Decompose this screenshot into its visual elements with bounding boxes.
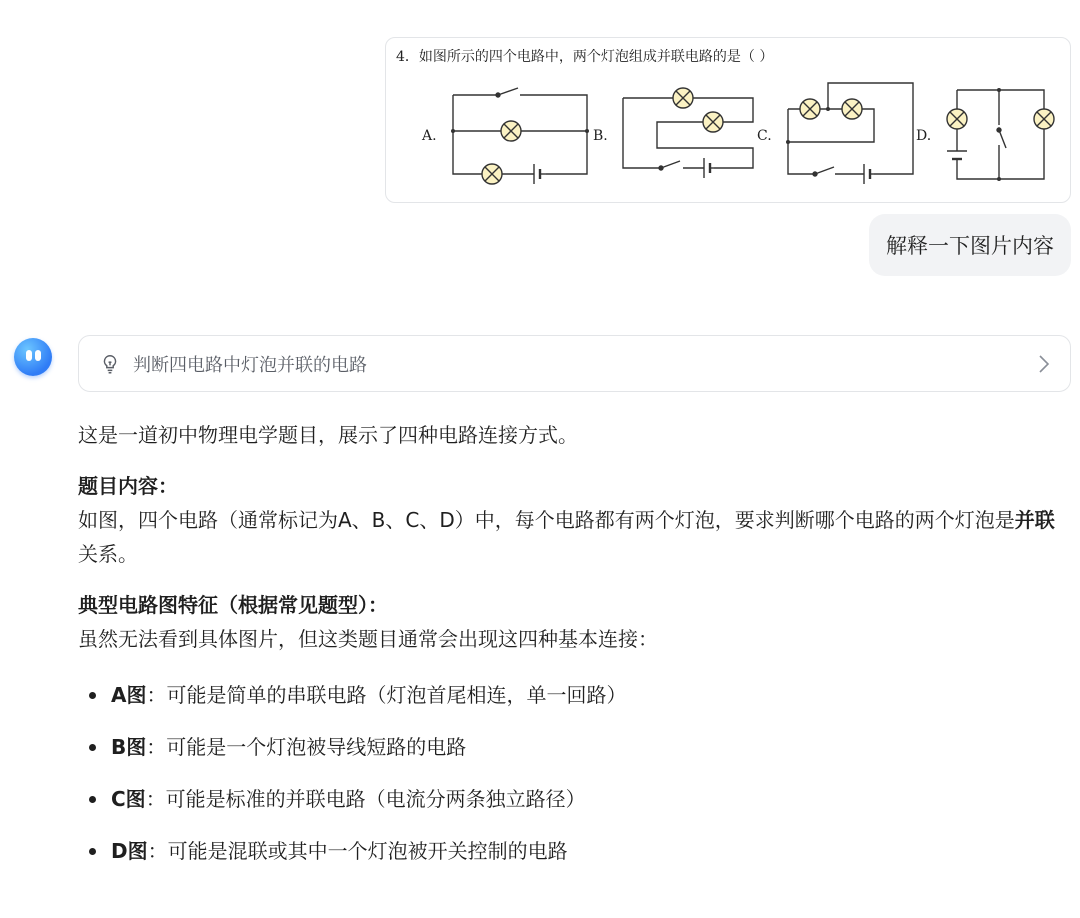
lightbulb-icon: [99, 353, 121, 375]
bullet-label: C图: [111, 787, 146, 811]
bulb-icon: [501, 121, 521, 141]
circuit-d: [916, 88, 1054, 181]
bullet-label: B图: [111, 735, 147, 759]
thinking-label: 判断四电路中灯泡并联的电路: [133, 354, 367, 376]
circuit-c: [757, 83, 913, 184]
list-item: [78, 678, 1068, 730]
option-label-b: B.: [593, 128, 608, 144]
user-message-bubble: 解释一下图片内容: [869, 214, 1071, 276]
thinking-summary[interactable]: [78, 335, 1071, 392]
section-features-text: 虽然无法看到具体图片，但这类题目通常会出现这四种基本连接：: [78, 627, 658, 651]
bulb-icon: [703, 112, 723, 132]
circuit-feature-list: [78, 678, 1068, 886]
list-item: [78, 730, 1068, 782]
option-label-c: C.: [757, 128, 772, 144]
question-text: 4．如图所示的四个电路中，两个灯泡组成并联电路的是（ ）: [396, 49, 774, 65]
option-label-d: D.: [916, 128, 932, 144]
bullet-text: ：可能是混联或其中一个灯泡被开关控制的电路: [147, 839, 568, 863]
section-title-features: 典型电路图特征（根据常见题型）：: [78, 593, 388, 617]
bullet-label: A图: [111, 683, 147, 707]
section-title-content: 题目内容：: [78, 474, 178, 498]
circuit-diagrams: [386, 38, 1071, 203]
answer-intro: 这是一道初中物理电学题目，展示了四种电路连接方式。: [78, 423, 578, 447]
list-item: [78, 834, 1068, 886]
bullet-text: ：可能是一个灯泡被导线短路的电路: [146, 735, 467, 759]
bullet-text: ：可能是标准的并联电路（电流分两条独立路径）: [145, 787, 586, 811]
bulb-icon: [947, 109, 967, 129]
assistant-answer: [78, 418, 1068, 886]
bulb-icon: [673, 88, 693, 108]
option-label-a: A.: [422, 128, 437, 144]
bullet-label: D图: [111, 839, 148, 863]
content-text-end: 关系。: [78, 542, 138, 566]
content-bold-text: 并联: [1014, 508, 1055, 532]
chevron-right-icon: [1038, 354, 1050, 374]
content-text: 如图，四个电路（通常标记为A、B、C、D）中，每个电路都有两个灯泡，要求判断哪个电路的两个灯泡是: [78, 508, 1015, 532]
section-content-paragraph: [78, 503, 1068, 571]
circuit-a: [421, 88, 589, 184]
question-image[interactable]: [385, 37, 1071, 203]
bulb-icon: [842, 99, 862, 119]
bullet-text: ：可能是简单的串联电路（灯泡首尾相连，单一回路）: [146, 683, 627, 707]
bulb-icon: [1034, 109, 1054, 129]
list-item: [78, 782, 1068, 834]
assistant-avatar: [14, 338, 52, 376]
circuit-b: [593, 88, 753, 178]
bulb-icon: [482, 164, 502, 184]
bulb-icon: [800, 99, 820, 119]
